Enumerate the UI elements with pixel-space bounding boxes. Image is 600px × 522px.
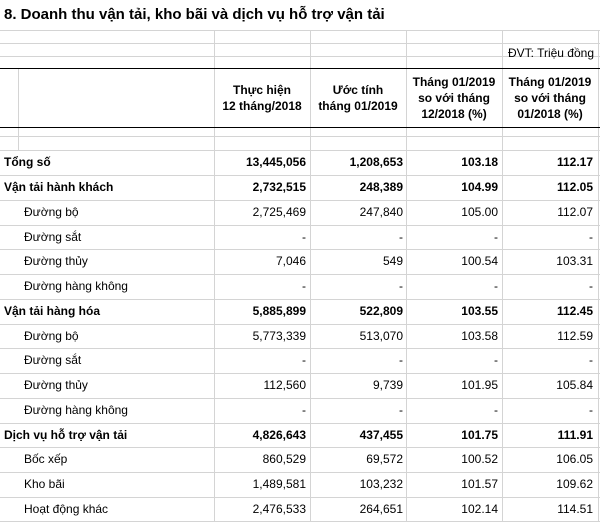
- cell-actual-2018: 1,489,581: [252, 477, 306, 491]
- table-row: [0, 348, 600, 372]
- row-label: Đường thủy: [24, 254, 88, 268]
- header-line: 12/2018 (%): [421, 107, 487, 121]
- cell-pct-vs-01-2018: 109.62: [556, 477, 593, 491]
- cell-estimate-01-2019: 103,232: [359, 477, 403, 491]
- table-row: [0, 324, 600, 348]
- cell-estimate-01-2019: 513,070: [359, 329, 403, 343]
- cell-actual-2018: 4,826,643: [252, 428, 306, 442]
- cell-actual-2018: 2,725,469: [252, 205, 306, 219]
- table-row: [0, 249, 600, 273]
- table-row: [0, 472, 600, 496]
- header-col-1: [214, 70, 310, 126]
- cell-actual-2018: -: [302, 279, 306, 293]
- cell-pct-vs-12-2018: -: [494, 230, 498, 244]
- cell-actual-2018: 2,476,533: [252, 502, 306, 516]
- row-label: Đường bộ: [24, 205, 79, 219]
- table-row: [0, 274, 600, 298]
- cell-estimate-01-2019: 549: [382, 254, 403, 268]
- page-title: 8. Doanh thu vận tải, kho bãi và dịch vụ hỗ trợ vận tải: [4, 6, 385, 23]
- row-label: Hoạt động khác: [24, 502, 109, 516]
- table-row: [0, 497, 600, 521]
- cell-pct-vs-12-2018: 100.52: [461, 452, 498, 466]
- cell-pct-vs-12-2018: 101.57: [461, 477, 498, 491]
- header-bottom-border: [0, 127, 600, 128]
- row-label: Vận tải hành khách: [4, 180, 114, 194]
- cell-estimate-01-2019: 437,455: [359, 428, 403, 442]
- cell-estimate-01-2019: -: [399, 403, 403, 417]
- cell-actual-2018: 7,046: [275, 254, 306, 268]
- cell-pct-vs-01-2018: -: [589, 403, 593, 417]
- row-label: Vận tải hàng hóa: [4, 304, 101, 318]
- table-row: [0, 447, 600, 471]
- cell-estimate-01-2019: 248,389: [359, 180, 403, 194]
- cell-estimate-01-2019: 69,572: [366, 452, 403, 466]
- header-line: Tháng 01/2019: [508, 75, 592, 89]
- row-gridline: [0, 30, 600, 31]
- header-col-4: [502, 70, 598, 126]
- header-col-2: [310, 70, 406, 126]
- cell-pct-vs-12-2018: 101.95: [461, 378, 498, 392]
- row-label: Đường sắt: [24, 353, 82, 367]
- cell-actual-2018: 112,560: [263, 378, 306, 392]
- header-col-3: [406, 70, 502, 126]
- row-label: Bốc xếp: [24, 452, 68, 466]
- cell-pct-vs-01-2018: 112.05: [556, 180, 593, 194]
- cell-estimate-01-2019: 247,840: [359, 205, 403, 219]
- cell-pct-vs-12-2018: -: [494, 403, 498, 417]
- row-label: Đường hàng không: [24, 279, 128, 293]
- header-line: Tháng 01/2019: [412, 75, 496, 89]
- table-row: [0, 423, 600, 447]
- cell-actual-2018: -: [302, 403, 306, 417]
- header-line: Thực hiện: [232, 83, 292, 97]
- cell-actual-2018: -: [302, 230, 306, 244]
- cell-pct-vs-01-2018: 105.84: [556, 378, 593, 392]
- header-line: 12 tháng/2018: [222, 99, 302, 113]
- cell-pct-vs-01-2018: -: [589, 279, 593, 293]
- row-label: Đường sắt: [24, 230, 82, 244]
- cell-actual-2018: 5,885,899: [252, 304, 306, 318]
- header-top-border: [0, 68, 600, 69]
- cell-pct-vs-01-2018: 111.91: [557, 428, 593, 442]
- column-gridline: [18, 68, 19, 150]
- cell-estimate-01-2019: 264,651: [359, 502, 403, 516]
- table-row: [0, 373, 600, 397]
- cell-pct-vs-12-2018: 102.14: [461, 502, 498, 516]
- cell-pct-vs-01-2018: 112.07: [557, 205, 593, 219]
- cell-pct-vs-12-2018: 104.99: [461, 180, 498, 194]
- header-line: so với tháng: [514, 91, 586, 105]
- cell-pct-vs-01-2018: 103.31: [556, 254, 593, 268]
- table-row: [0, 175, 600, 199]
- cell-pct-vs-12-2018: 103.55: [461, 304, 498, 318]
- row-label: Đường hàng không: [24, 403, 128, 417]
- cell-pct-vs-01-2018: -: [589, 230, 593, 244]
- header-line: so với tháng: [418, 91, 490, 105]
- cell-pct-vs-12-2018: 101.75: [461, 428, 498, 442]
- cell-actual-2018: 5,773,339: [252, 329, 306, 343]
- cell-actual-2018: 13,445,056: [245, 155, 306, 169]
- table-row: [0, 200, 600, 224]
- cell-pct-vs-01-2018: -: [589, 353, 593, 367]
- table-row: [0, 225, 600, 249]
- table-row: [0, 299, 600, 323]
- table-row: [0, 398, 600, 422]
- unit-note: ĐVT: Triệu đồng: [507, 46, 594, 60]
- cell-actual-2018: 2,732,515: [252, 180, 306, 194]
- cell-pct-vs-01-2018: 112.45: [556, 304, 593, 318]
- cell-pct-vs-01-2018: 106.05: [556, 452, 593, 466]
- cell-pct-vs-12-2018: -: [494, 279, 498, 293]
- cell-pct-vs-12-2018: 100.54: [461, 254, 498, 268]
- header-line: Ước tính: [332, 83, 384, 97]
- row-label: Đường bộ: [24, 329, 79, 343]
- cell-actual-2018: 860,529: [262, 452, 306, 466]
- row-gridline: [0, 136, 600, 137]
- cell-estimate-01-2019: -: [399, 353, 403, 367]
- cell-estimate-01-2019: -: [399, 230, 403, 244]
- table-row: [0, 150, 600, 174]
- cell-pct-vs-01-2018: 112.59: [557, 329, 593, 343]
- cell-pct-vs-01-2018: 112.17: [556, 155, 593, 169]
- cell-estimate-01-2019: 1,208,653: [349, 155, 403, 169]
- row-label: Kho bãi: [24, 477, 65, 491]
- cell-pct-vs-01-2018: 114.51: [557, 502, 593, 516]
- cell-pct-vs-12-2018: -: [494, 353, 498, 367]
- cell-estimate-01-2019: 522,809: [359, 304, 403, 318]
- cell-pct-vs-12-2018: 103.18: [461, 155, 498, 169]
- cell-estimate-01-2019: -: [399, 279, 403, 293]
- cell-actual-2018: -: [302, 353, 306, 367]
- header-line: 01/2018 (%): [517, 107, 583, 121]
- row-gridline: [0, 43, 600, 44]
- cell-estimate-01-2019: 9,739: [372, 378, 403, 392]
- cell-pct-vs-12-2018: 105.00: [461, 205, 498, 219]
- header-line: tháng 01/2019: [318, 99, 398, 113]
- row-label: Đường thủy: [24, 378, 88, 392]
- cell-pct-vs-12-2018: 103.58: [461, 329, 498, 343]
- row-label: Tổng số: [4, 155, 51, 169]
- row-label: Dịch vụ hỗ trợ vận tải: [4, 428, 128, 442]
